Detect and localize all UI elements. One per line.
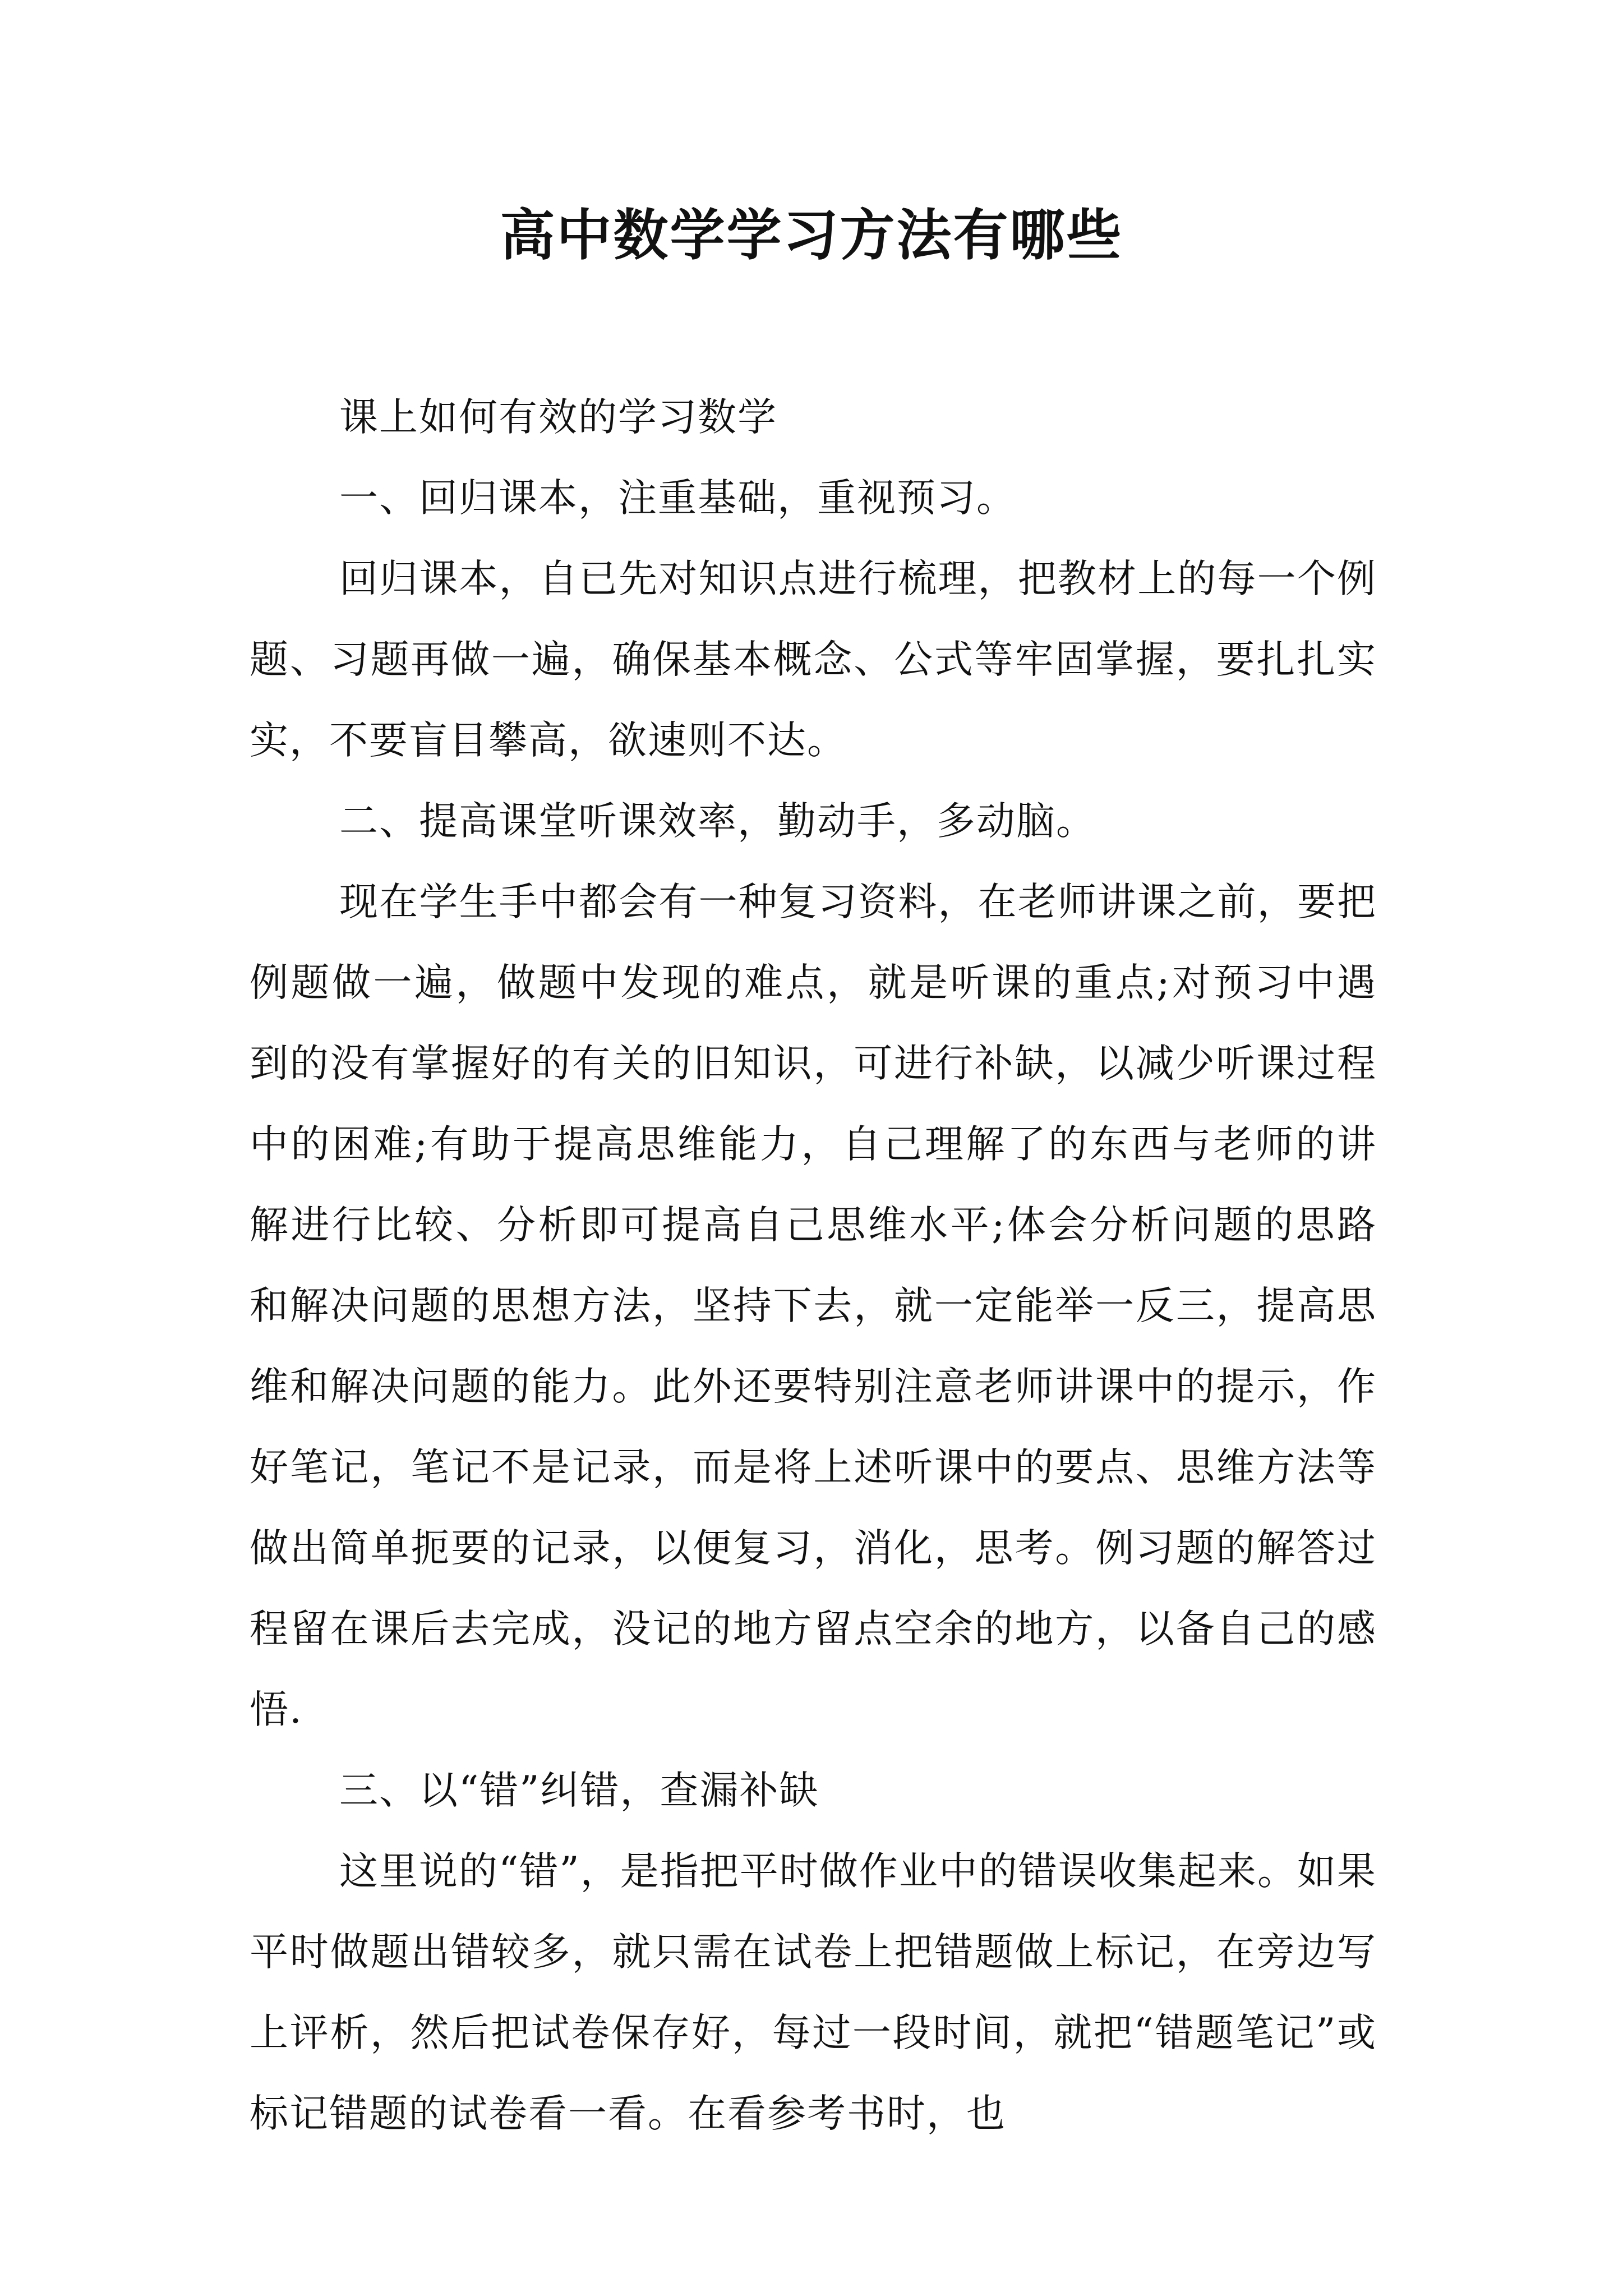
section-heading-3: 三、以“错”纠错，查漏补缺	[339, 1768, 819, 1813]
paragraph-1: 回归课本，自已先对知识点进行梳理，把教材上的每一个例题、习题再做一遍，确保基本概念、公式等牢固掌握，要扎扎实实，不要盲目攀高，欲速则不达。	[250, 556, 1377, 763]
subheading-classroom-learning: 课上如何有效的学习数学	[339, 395, 777, 440]
document-title: 高中数学学习方法有哪些	[500, 203, 1123, 268]
document-body	[250, 377, 1377, 2154]
section-heading-2: 二、提高课堂听课效率，勤动手，多动脑。	[339, 799, 1096, 844]
paragraph-3: 这里说的“错”，是指把平时做作业中的错误收集起来。如果平时做题出错较多，就只需在试卷上把错题做上标记，在旁边写上评析，然后把试卷保存好，每过一段时间，就把“错题笔记”或标记错题的试卷看一看。在看参考书时，也	[250, 1849, 1377, 2136]
paragraph-2: 现在学生手中都会有一种复习资料，在老师讲课之前，要把例题做一遍，做题中发现的难点，就是听课的重点;对预习中遇到的没有掌握好的有关的旧知识，可进行补缺，以减少听课过程中的困难;有助于提高思维能力，自己理解了的东西与老师的讲解进行比较、分析即可提高自己思维水平;体会分析问题的思路和解决问题的思想方法，坚持下去，就一定能举一反三，提高思维和解决问题的能力。此外还要特别注意老师讲课中的提示，作好笔记，笔记不是记录，而是将上述听课中的要点、思维方法等做出简单扼要的记录，以便复习，消化，思考。例习题的解答过程留在课后去完成，没记的地方留点空余的地方，以备自己的感悟.	[250, 880, 1377, 1732]
section-heading-1: 一、回归课本，注重基础，重视预习。	[339, 476, 1016, 521]
